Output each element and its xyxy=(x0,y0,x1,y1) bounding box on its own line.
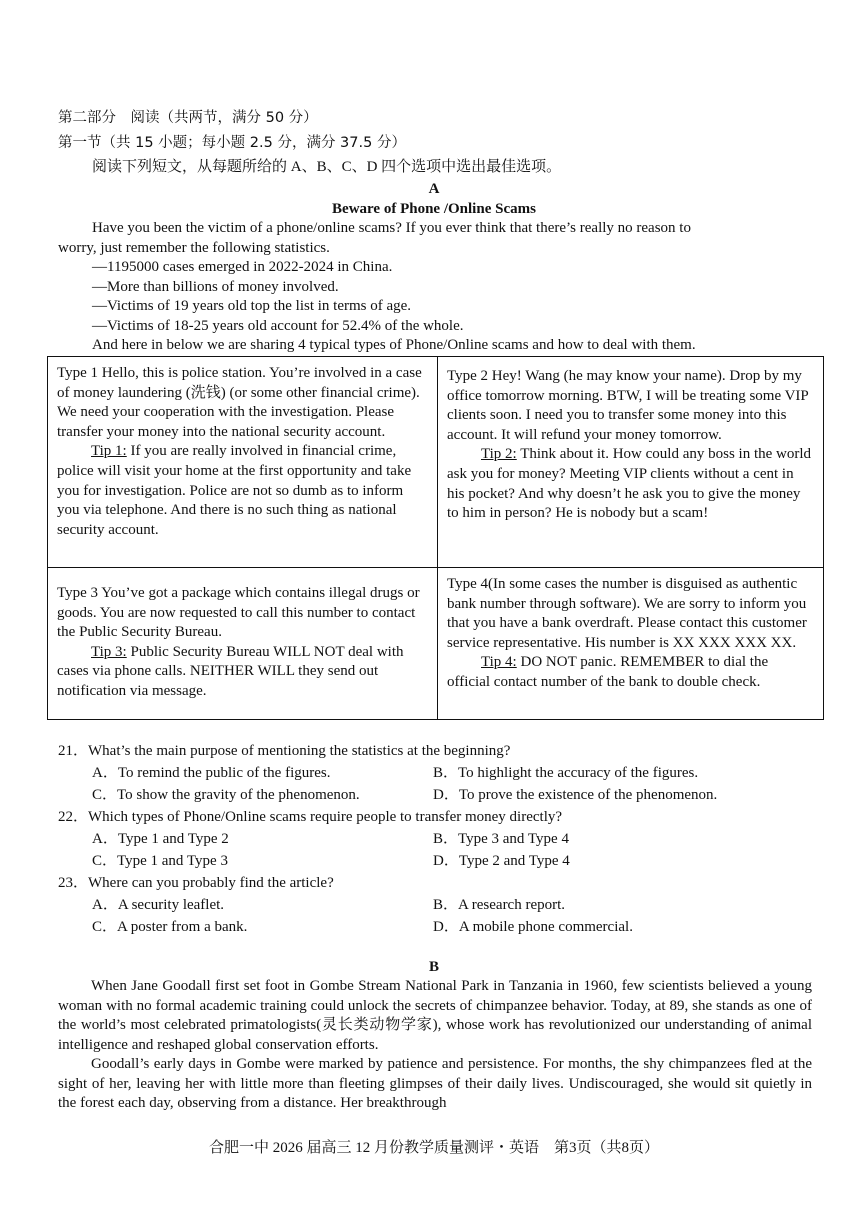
type-4-cell xyxy=(438,568,824,720)
question-stem: What’s the main purpose of mentioning the statistics at the beginning? xyxy=(88,743,511,759)
stat-line: —Victims of 19 years old top the list in terms of age. xyxy=(92,298,412,314)
type-3-text: Type 3 You’ve got a package which contains illegal drugs or goods. You are now requested to call this number to contact the Public Security Bureau. xyxy=(57,585,420,641)
section-heading: 第一节（共 15 小题；每小题 2.5 分，满分 37.5 分） xyxy=(58,135,406,151)
tip-4-label: Tip 4: xyxy=(481,654,517,671)
tip-2 xyxy=(447,445,814,523)
passage-b-letter: B xyxy=(428,959,439,975)
question-21 xyxy=(58,741,510,761)
tip-4-text: DO NOT panic. REMEMBER to dial the official contact number of the bank to double check. xyxy=(447,654,769,690)
tip-1-label: Tip 1: xyxy=(91,443,127,460)
tip-2-text: Think about it. How could any boss in the world ask you for money? Meeting VIP clients without a cent in his pocket? And why doesn’t he ask you to give the money to him in person? He is nobody but a scam! xyxy=(447,446,812,522)
instruction-text: 阅读下列短文，从每题所给的 A、B、C、D 四个选项中选出最佳选项。 xyxy=(92,159,562,175)
question-number: 21． xyxy=(58,743,89,759)
passage-a-lead: And here in below we are sharing 4 typical types of Phone/Online scams and how to deal with them. xyxy=(92,337,696,353)
passage-a-intro-line-2: worry, just remember the following statistics. xyxy=(58,240,330,256)
tip-1-text: If you are really involved in financial crime, police will visit your home at the first opportunity and take you for investigation. Police are not so dumb as to inform you via telephone. And there is no such thing as national security account. xyxy=(57,443,412,538)
passage-a-letter: A xyxy=(428,181,440,197)
option-21-c: C．To show the gravity of the phenomenon. xyxy=(92,787,360,803)
tip-2-label: Tip 2: xyxy=(481,446,517,463)
question-stem: Which types of Phone/Online scams require people to transfer money directly? xyxy=(88,809,563,825)
type-1-text: Type 1 Hello, this is police station. You’re involved in a case of money laundering (洗钱) (or some other financial crime). We need your cooperation with the investigation. Please transfer your money into the national security account. xyxy=(57,365,422,440)
stat-line: —More than billions of money involved. xyxy=(92,279,339,295)
passage-b-paragraph: Goodall’s early days in Gombe were marked by patience and persistence. For months, the shy chimpanzees fled at the sight of her, leaving her with little more than fleeting glimpses of their daily lives. Undiscouraged, she would sit quietly in the forest each day, observing from a distance. Her breakthrough xyxy=(58,1056,812,1111)
question-23 xyxy=(58,873,334,893)
option-23-d: D．A mobile phone commercial. xyxy=(433,919,633,935)
passage-b-paragraph: When Jane Goodall first set foot in Gombe Stream National Park in Tanzania in 1960, few scientists believed a young woman with no formal academic training could unlock the secrets of chimpanzee behavior. Today, at 89, she stands as one of the world’s most celebrated primatologists(灵长类动物学家), whose work has revolutionized our understanding of animal intelligence and reshaped global conservation efforts. xyxy=(58,978,812,1053)
question-number: 22． xyxy=(58,809,89,825)
option-23-b: B．A research report. xyxy=(433,897,566,913)
option-22-d: D．Type 2 and Type 4 xyxy=(433,853,570,869)
scam-types-table xyxy=(47,356,824,720)
tip-3-text: Public Security Bureau WILL NOT deal with cases via phone calls. NEITHER WILL they send out notification via message. xyxy=(57,643,404,699)
passage-b-body xyxy=(58,977,812,1114)
question-22 xyxy=(58,807,562,827)
type-4-text: Type 4(In some cases the number is disguised as authentic bank number through software). We are sorry to inform you that you have a bank overdraft. Please contact this customer service representative. His number is XX XXX XXX XX. xyxy=(447,576,807,651)
page-footer: 合肥一中 2026 届高三 12 月份教学质量测评・英语 第3页（共8页） xyxy=(208,1140,659,1156)
question-stem: Where can you probably find the article? xyxy=(88,875,334,891)
option-22-c: C．Type 1 and Type 3 xyxy=(92,853,228,869)
option-21-a: A．To remind the public of the figures. xyxy=(92,765,331,781)
tip-3 xyxy=(57,643,428,702)
stat-line: —Victims of 18-25 years old account for 52.4% of the whole. xyxy=(92,318,464,334)
type-2-cell xyxy=(438,357,824,568)
part-heading: 第二部分 阅读（共两节，满分 50 分） xyxy=(58,110,318,126)
tip-1 xyxy=(57,442,428,540)
passage-a-title: Beware of Phone /Online Scams xyxy=(332,201,536,217)
option-22-b: B．Type 3 and Type 4 xyxy=(433,831,569,847)
option-21-b: B．To highlight the accuracy of the figures. xyxy=(433,765,699,781)
option-21-d: D．To prove the existence of the phenomenon. xyxy=(433,787,718,803)
type-3-cell xyxy=(48,568,438,720)
type-2-text: Type 2 Hey! Wang (he may know your name). Drop by my office tomorrow morning. BTW, I will be treating some VIP clients soon. I need you to transfer some money into this account. It will refund your money tomorrow. xyxy=(447,368,809,443)
option-23-a: A．A security leaflet. xyxy=(92,897,225,913)
type-1-cell xyxy=(48,357,438,568)
stat-line: —1195000 cases emerged in 2022-2024 in China. xyxy=(92,259,393,275)
passage-a-intro-line-1: Have you been the victim of a phone/online scams? If you ever think that there’s really no reason to xyxy=(92,220,691,236)
option-23-c: C．A poster from a bank. xyxy=(92,919,248,935)
question-number: 23． xyxy=(58,875,89,891)
option-22-a: A．Type 1 and Type 2 xyxy=(92,831,229,847)
tip-4 xyxy=(447,653,814,692)
tip-3-label: Tip 3: xyxy=(91,643,127,660)
